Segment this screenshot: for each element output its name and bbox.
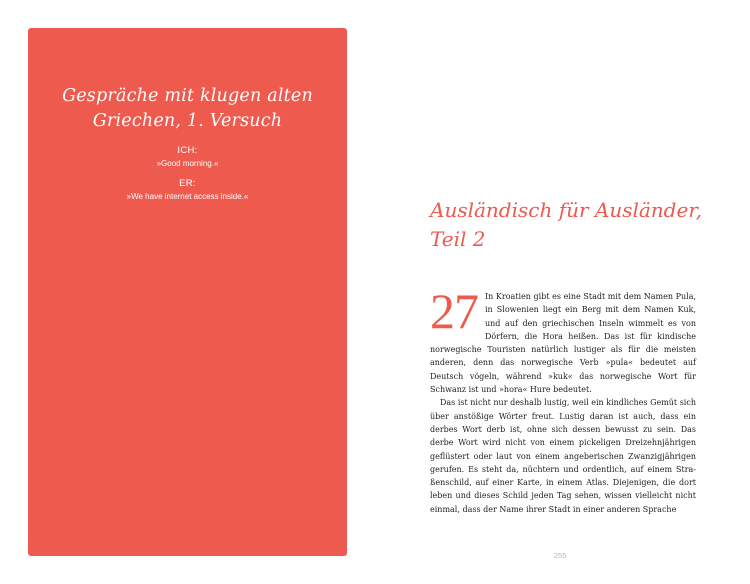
paragraph-2: Das ist nicht nur deshalb lustig, weil ein kindliches Gemüt sich über anstößige Wörter freut. Lustig daran ist auch, dass ein derbes Wort derb ist, ohne sich dessen bewusst zu sein. Das derbe Wort wird nicht von einem pickeligen Dreizehnjährigen geflüstert oder laut von einem angeberischen Zwanzigjährigen gerufen. Es steht da, nüchtern und ordentlich, auf einem Straßenschild, auf einer Karte, in einem Atlas. Diejenigen, die dort leben und dieses Schild jeden Tag sehen, wissen vielleicht nicht einmal, dass der Name ihrer Stadt in einer anderen Sprache (430, 398, 696, 514)
left-title-line-1: Gespräche mit klugen alten (62, 86, 313, 106)
chapter-title (430, 196, 720, 254)
chapter-title-line-1: Ausländisch für Ausländer, (430, 198, 703, 222)
dialog-line-er: »We have internet access inside.« (126, 192, 249, 201)
left-page-panel (28, 28, 347, 556)
paragraph-1-text: In Kroatien gibt es eine Stadt mit dem Namen Pula, in Slowenien liegt ein Berg mit dem Namen Kuk, und auf den griechischen Inseln wimmelt es von Dörfern, die Hora heißen. Das ist für kindische norwegische Touristen natürlich lustiger als für die meisten anderen, denn das norwegische Verb »pula« bedeutet auf Deutsch vögeln, während »kuk« das norwegische Wort für Schwanz ist und »hora« Hure bedeutet. (430, 292, 696, 395)
chapter-number: 27 (430, 283, 478, 339)
chapter-body (430, 283, 696, 516)
left-title-line-2: Griechen, 1. Versuch (92, 111, 283, 131)
dialog-block (28, 144, 347, 210)
dialog-line-ich: »Good morning.« (156, 159, 219, 168)
dialog-speaker-ich: ICH: (177, 145, 198, 156)
page-number: 255 (553, 551, 567, 560)
chapter-title-line-2: Teil 2 (430, 227, 486, 251)
left-page-title (28, 84, 347, 134)
dialog-speaker-er: ER: (179, 178, 196, 189)
paragraph-1 (430, 283, 696, 396)
